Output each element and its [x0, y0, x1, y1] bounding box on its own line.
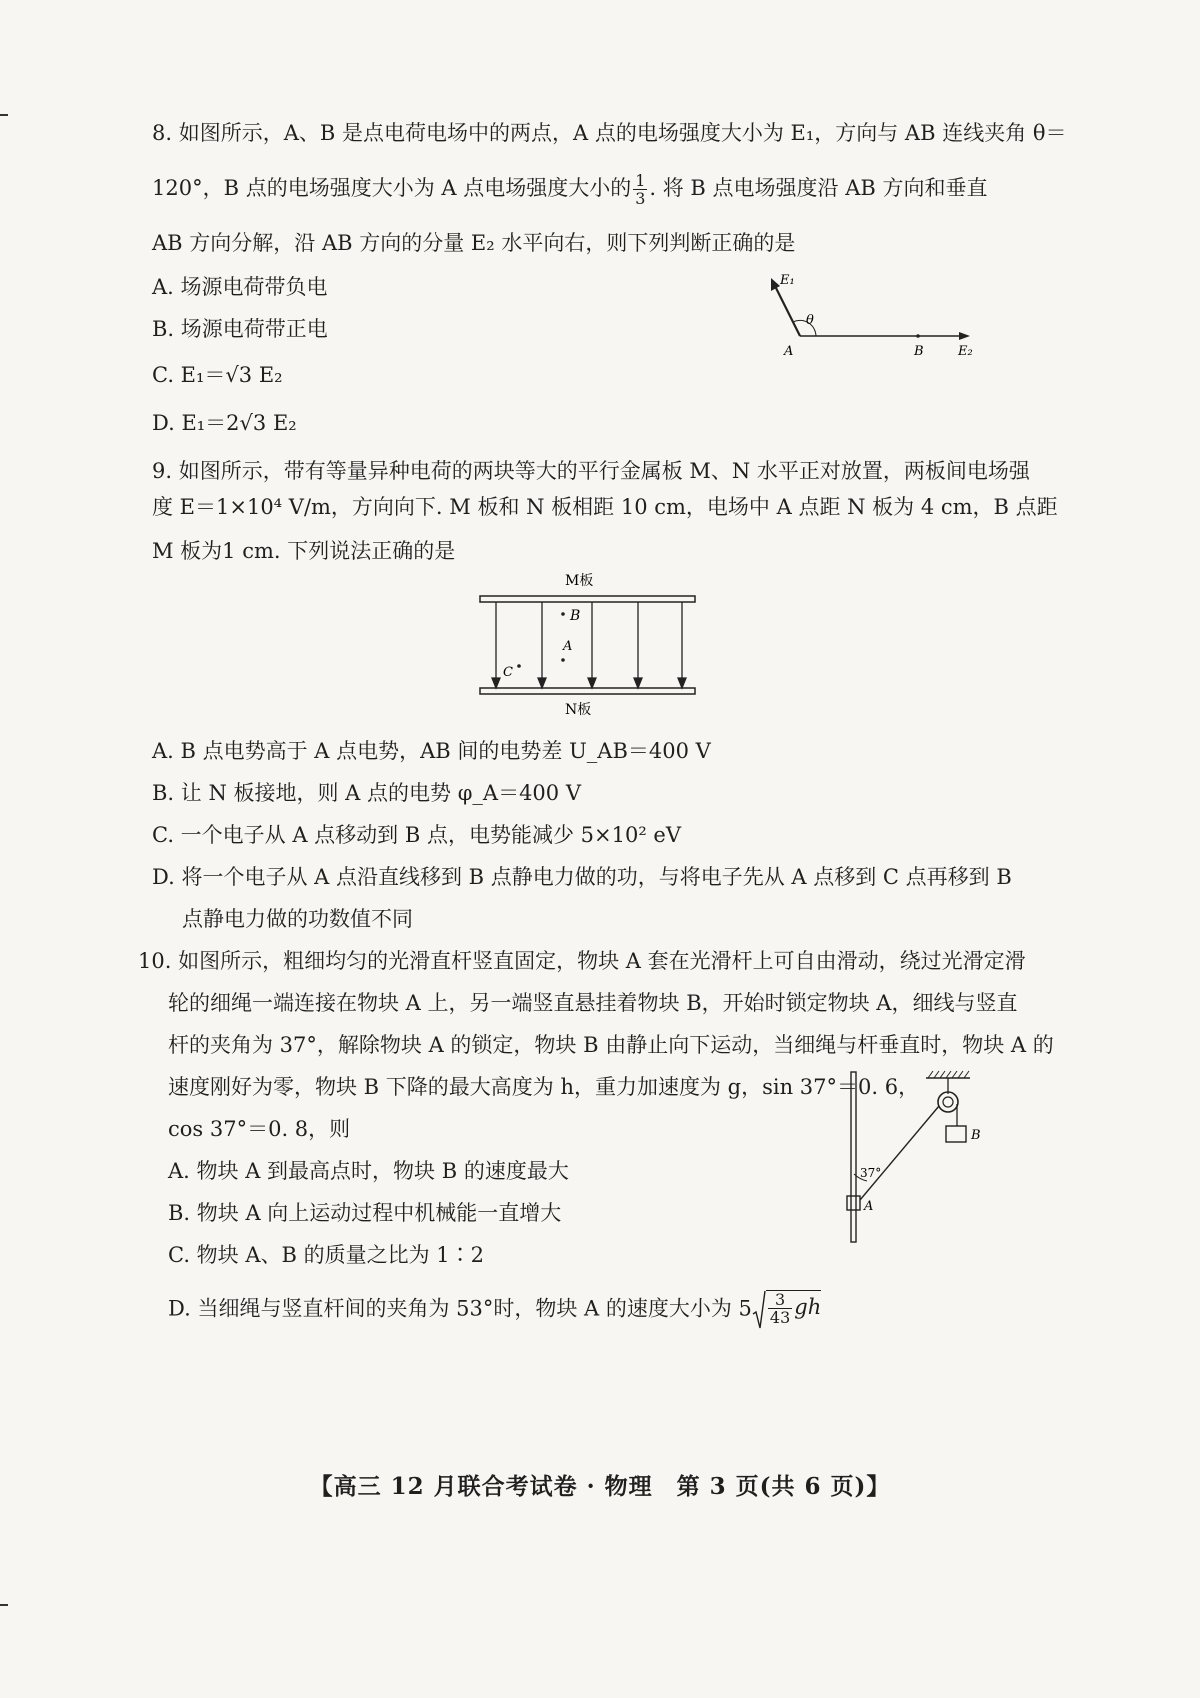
- q8-line-3: AB 方向分解，沿 AB 方向的分量 E₂ 水平向右，则下列判断正确的是: [152, 231, 796, 255]
- q10-line-3: 杆的夹角为 37°，解除物块 A 的锁定，物块 B 由静止向下运动，当细绳与杆垂直时，物块 A 的: [168, 1033, 1054, 1057]
- point-b-dot: [916, 334, 920, 338]
- q8-frac-den: 3: [635, 189, 646, 208]
- point-a: [561, 658, 565, 662]
- scan-mark-bottom: [0, 1604, 8, 1606]
- label-e2: E₂: [958, 344, 973, 359]
- q10-line-2: 轮的细绳一端连接在物块 A 上，另一端竖直悬挂着物块 B，开始时锁定物块 A，细线与竖直: [168, 991, 1018, 1015]
- q8-option-c: C. E₁＝√3 E₂: [152, 363, 283, 387]
- label-b: B: [914, 344, 924, 359]
- q10-option-d-text: D. 当细绳与竖直杆间的夹角为 53°时，物块 A 的速度大小为 5: [168, 1296, 752, 1321]
- label-point-a: A: [563, 639, 573, 654]
- q10-line-5: cos 37°＝0. 8，则: [168, 1117, 351, 1141]
- q9-capacitor-diagram: [470, 570, 710, 725]
- q8-line-2a: 120°，B 点的电场强度大小为 A 点电场强度大小的: [152, 176, 632, 200]
- e2-arrowhead: [959, 332, 970, 340]
- q8-line-1: 8. 如图所示，A、B 是点电荷电场中的两点，A 点的电场强度大小为 E₁，方向与 AB 连线夹角 θ＝: [152, 121, 1067, 145]
- q8-line-2b: . 将 B 点电场强度沿 AB 方向和垂直: [649, 176, 988, 200]
- label-point-b: B: [570, 608, 581, 624]
- field-lines: [492, 602, 686, 688]
- q10-frac-num: 3: [768, 1291, 792, 1309]
- sqrt-sign-icon: [752, 1290, 766, 1330]
- q10-option-d: [168, 1290, 821, 1330]
- q8-option-d: D. E₁＝2√3 E₂: [152, 411, 297, 435]
- q10-option-b: B. 物块 A 向上运动过程中机械能一直增大: [168, 1201, 562, 1225]
- vertical-rod: [851, 1072, 856, 1242]
- label-block-b: B: [971, 1128, 981, 1143]
- e1-vector: [774, 284, 800, 336]
- label-m-plate: M板: [565, 573, 594, 589]
- q9-option-b: B. 让 N 板接地，则 A 点的电势 φ_A＝400 V: [152, 781, 581, 805]
- q8-line-2: [152, 172, 988, 207]
- q9-option-a: A. B 点电势高于 A 点电势，AB 间的电势差 U_AB＝400 V: [152, 739, 711, 763]
- pulley-axle: [943, 1097, 953, 1107]
- block-b: [946, 1126, 966, 1142]
- label-theta: θ: [806, 313, 814, 328]
- point-b: [561, 612, 565, 616]
- q10-pulley-diagram: [838, 1064, 988, 1244]
- pulley: [938, 1092, 958, 1112]
- q10-line-4: 速度刚好为零，物块 B 下降的最大高度为 h，重力加速度为 g，sin 37°＝0. 6，: [168, 1075, 920, 1099]
- q10-sqrt: [752, 1290, 821, 1330]
- n-plate: [480, 688, 695, 694]
- m-plate: [480, 596, 695, 602]
- q9-option-d-line-1: D. 将一个电子从 A 点沿直线移到 B 点静电力做的功，与将电子先从 A 点移到 C 点再移到 B: [152, 865, 1012, 889]
- q8-option-b: B. 场源电荷带正电: [152, 317, 328, 341]
- q10-fraction: [768, 1291, 792, 1326]
- q10-option-c: C. 物块 A、B 的质量之比为 1∶2: [168, 1243, 485, 1267]
- label-block-a: A: [864, 1199, 874, 1214]
- q9-option-c: C. 一个电子从 A 点移动到 B 点，电势能减少 5×10² eV: [152, 823, 682, 847]
- q8-field-diagram: [760, 262, 990, 372]
- rope-to-a: [860, 1106, 939, 1200]
- label-point-c: C: [503, 665, 513, 680]
- q10-line-1: 10. 如图所示，粗细均匀的光滑直杆竖直固定，物块 A 套在光滑杆上可自由滑动，绕过光滑定滑: [138, 949, 1026, 973]
- label-n-plate: N板: [565, 702, 592, 718]
- q10-option-a: A. 物块 A 到最高点时，物块 B 的速度最大: [168, 1159, 569, 1183]
- q9-option-d-line-2: 点静电力做的功数值不同: [182, 907, 413, 931]
- ceiling-hatch: [928, 1071, 969, 1078]
- q10-frac-den: 43: [769, 1308, 791, 1327]
- label-a: A: [784, 344, 794, 359]
- q8-option-a: A. 场源电荷带负电: [152, 275, 328, 299]
- point-c: [517, 664, 521, 668]
- q10-gh: gh: [794, 1295, 822, 1319]
- label-angle: 37°: [860, 1166, 882, 1180]
- q9-line-3: M 板为1 cm. 下列说法正确的是: [152, 539, 456, 563]
- q8-frac-num: 1: [635, 171, 646, 190]
- q8-fraction: [633, 172, 647, 207]
- label-e1: E₁: [780, 273, 795, 288]
- block-a: [847, 1196, 860, 1210]
- scan-mark-top: [0, 114, 8, 116]
- q9-line-1: 9. 如图所示，带有等量异种电荷的两块等大的平行金属板 M、N 水平正对放置，两板间电场强: [152, 459, 1030, 483]
- page-footer: 【高三 12 月联合考试卷 · 物理 第 3 页(共 6 页)】: [309, 1473, 891, 1500]
- q9-line-2: 度 E＝1×10⁴ V/m，方向向下. M 板和 N 板相距 10 cm，电场中 A 点距 N 板为 4 cm，B 点距: [152, 495, 1058, 519]
